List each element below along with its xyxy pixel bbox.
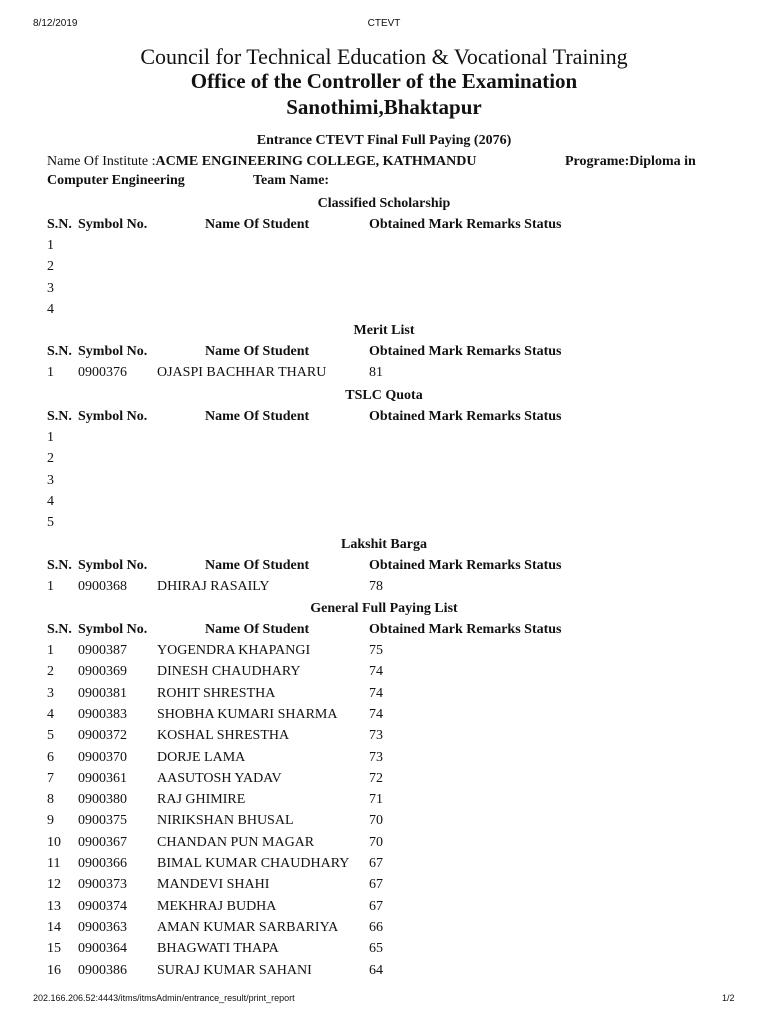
cell-sn: 15 — [47, 941, 61, 957]
table-row — [0, 899, 768, 920]
cell-student-name: BIMAL KUMAR CHAUDHARY — [157, 856, 350, 871]
cell-sn: 10 — [47, 834, 61, 850]
column-header-row — [0, 344, 768, 365]
column-header-marks-remarks-status: Obtained Mark Remarks Status — [369, 344, 562, 359]
cell-sn: 1 — [47, 643, 54, 658]
location-title: Sanothimi,Bhaktapur — [286, 95, 482, 119]
cell-sn: 4 — [47, 706, 54, 722]
column-header-name: Name Of Student — [205, 344, 310, 359]
table-row — [0, 963, 768, 984]
cell-sn: 1 — [47, 238, 54, 253]
cell-sn: 4 — [47, 301, 54, 317]
section-title: TSLC Quota — [345, 388, 423, 403]
institute-label: Name Of Institute : — [47, 154, 156, 169]
cell-obtained-mark: 67 — [369, 898, 383, 914]
table-row — [0, 920, 768, 941]
team-name-label: Team Name: — [253, 173, 330, 188]
cell-obtained-mark: 67 — [369, 856, 383, 871]
column-header-row — [0, 558, 768, 579]
column-header-sn: S.N. — [47, 217, 72, 232]
cell-symbol: 0900373 — [78, 877, 127, 893]
column-header-marks-remarks-status: Obtained Mark Remarks Status — [369, 558, 562, 573]
table-row — [0, 238, 768, 259]
table-row — [0, 813, 768, 834]
cell-symbol: 0900370 — [78, 749, 127, 765]
programe-label: Programe: — [565, 154, 630, 169]
cell-student-name: DORJE LAMA — [157, 749, 246, 765]
section-title: Lakshit Barga — [341, 537, 427, 552]
column-header-symbol: Symbol No. — [78, 409, 148, 424]
cell-sn: 12 — [47, 877, 61, 893]
cell-symbol: 0900369 — [78, 664, 127, 680]
programe-value-cont: Computer Engineering — [47, 173, 185, 188]
cell-symbol: 0900361 — [78, 770, 127, 786]
cell-symbol: 0900363 — [78, 919, 127, 935]
table-row — [0, 792, 768, 813]
cell-symbol: 0900381 — [78, 685, 127, 701]
cell-symbol: 0900364 — [78, 941, 127, 957]
cell-obtained-mark: 70 — [369, 813, 383, 829]
cell-obtained-mark: 71 — [369, 792, 383, 808]
column-header-symbol: Symbol No. — [78, 558, 148, 573]
table-row — [0, 365, 768, 386]
cell-sn: 7 — [47, 770, 54, 786]
table-row — [0, 281, 768, 302]
cell-obtained-mark: 74 — [369, 706, 383, 722]
cell-obtained-mark: 78 — [369, 579, 383, 594]
column-header-sn: S.N. — [47, 558, 72, 573]
column-header-marks-remarks-status: Obtained Mark Remarks Status — [369, 409, 562, 424]
cell-sn: 3 — [47, 472, 54, 488]
table-row — [0, 664, 768, 685]
table-row — [0, 473, 768, 494]
print-footer-url: 202.166.206.52:4443/itms/itmsAdmin/entrance_result/print_report — [33, 993, 295, 1003]
cell-symbol: 0900375 — [78, 813, 127, 829]
table-row — [0, 856, 768, 877]
institute-name: ACME ENGINEERING COLLEGE, KATHMANDU — [155, 154, 477, 169]
cell-symbol: 0900367 — [78, 834, 127, 850]
cell-student-name: SURAJ KUMAR SAHANI — [157, 962, 312, 978]
cell-student-name: CHANDAN PUN MAGAR — [157, 834, 315, 850]
column-header-sn: S.N. — [47, 409, 72, 424]
cell-symbol: 0900386 — [78, 962, 127, 978]
table-row — [0, 877, 768, 898]
cell-symbol: 0900374 — [78, 898, 127, 914]
cell-symbol: 0900387 — [78, 643, 127, 658]
cell-student-name: AASUTOSH YADAV — [157, 770, 282, 786]
cell-student-name: DHIRAJ RASAILY — [157, 579, 270, 594]
cell-obtained-mark: 73 — [369, 728, 383, 744]
column-header-name: Name Of Student — [205, 622, 310, 637]
table-row — [0, 579, 768, 600]
cell-sn: 3 — [47, 685, 54, 701]
table-row — [0, 941, 768, 962]
cell-sn: 1 — [47, 579, 54, 594]
cell-student-name: NIRIKSHAN BHUSAL — [157, 813, 294, 829]
table-row — [0, 686, 768, 707]
table-row — [0, 835, 768, 856]
office-title: Office of the Controller of the Examination — [190, 69, 578, 93]
cell-sn: 13 — [47, 898, 61, 914]
print-date: 8/12/2019 — [33, 18, 78, 29]
cell-symbol: 0900366 — [78, 856, 127, 871]
cell-sn: 9 — [47, 813, 54, 829]
cell-sn: 2 — [47, 259, 54, 275]
cell-student-name: MEKHRAJ BUDHA — [157, 898, 277, 914]
cell-obtained-mark: 64 — [369, 962, 383, 978]
column-header-symbol: Symbol No. — [78, 217, 148, 232]
cell-symbol: 0900372 — [78, 728, 127, 744]
cell-obtained-mark: 74 — [369, 685, 383, 701]
column-header-name: Name Of Student — [205, 558, 310, 573]
cell-obtained-mark: 65 — [369, 941, 383, 957]
column-header-symbol: Symbol No. — [78, 344, 148, 359]
council-title: Council for Technical Education & Vocational Training — [140, 44, 628, 69]
column-header-row — [0, 217, 768, 238]
cell-symbol: 0900368 — [78, 579, 127, 594]
cell-student-name: KOSHAL SHRESTHA — [157, 728, 290, 744]
print-header-title: CTEVT — [367, 18, 401, 29]
cell-sn: 1 — [47, 365, 54, 380]
cell-symbol: 0900376 — [78, 365, 127, 380]
cell-symbol: 0900383 — [78, 706, 127, 722]
table-row — [0, 750, 768, 771]
table-row — [0, 515, 768, 536]
programe-value: Diploma in — [629, 154, 696, 169]
cell-student-name: RAJ GHIMIRE — [157, 792, 246, 808]
cell-student-name: MANDEVI SHAHI — [157, 877, 270, 893]
section-title: Merit List — [353, 323, 415, 338]
cell-student-name: SHOBHA KUMARI SHARMA — [157, 706, 338, 722]
programe-line — [565, 154, 696, 170]
cell-student-name: OJASPI BACHHAR THARU — [157, 365, 327, 380]
cell-student-name: AMAN KUMAR SARBARIYA — [157, 919, 339, 935]
cell-obtained-mark: 73 — [369, 749, 383, 765]
column-header-row — [0, 622, 768, 643]
cell-sn: 3 — [47, 280, 54, 296]
table-row — [0, 494, 768, 515]
cell-sn: 2 — [47, 451, 54, 467]
cell-student-name: ROHIT SHRESTHA — [157, 685, 276, 701]
table-row — [0, 643, 768, 664]
cell-obtained-mark: 72 — [369, 770, 383, 786]
column-header-name: Name Of Student — [205, 217, 310, 232]
table-row — [0, 302, 768, 323]
column-header-row — [0, 409, 768, 430]
cell-student-name: BHAGWATI THAPA — [157, 941, 279, 957]
table-row — [0, 728, 768, 749]
column-header-marks-remarks-status: Obtained Mark Remarks Status — [369, 622, 562, 637]
cell-obtained-mark: 67 — [369, 877, 383, 893]
cell-obtained-mark: 66 — [369, 919, 383, 935]
cell-student-name: DINESH CHAUDHARY — [157, 664, 301, 680]
cell-obtained-mark: 70 — [369, 834, 383, 850]
cell-sn: 1 — [47, 430, 54, 445]
cell-obtained-mark: 75 — [369, 643, 383, 658]
institute-line — [47, 154, 476, 170]
cell-sn: 2 — [47, 664, 54, 680]
column-header-symbol: Symbol No. — [78, 622, 148, 637]
cell-sn: 5 — [47, 515, 54, 531]
cell-sn: 8 — [47, 792, 54, 808]
cell-sn: 5 — [47, 728, 54, 744]
table-row — [0, 771, 768, 792]
cell-sn: 11 — [47, 856, 61, 871]
cell-obtained-mark: 81 — [369, 365, 383, 380]
section-title: General Full Paying List — [310, 601, 458, 616]
report-subtitle: Entrance CTEVT Final Full Paying (2076) — [256, 133, 512, 148]
section-title: Classified Scholarship — [317, 196, 451, 211]
table-row — [0, 430, 768, 451]
table-row — [0, 259, 768, 280]
table-row — [0, 451, 768, 472]
cell-sn: 6 — [47, 749, 54, 765]
column-header-marks-remarks-status: Obtained Mark Remarks Status — [369, 217, 562, 232]
cell-obtained-mark: 74 — [369, 664, 383, 680]
cell-sn: 4 — [47, 493, 54, 509]
print-page-number: 1/2 — [722, 993, 735, 1003]
column-header-name: Name Of Student — [205, 409, 310, 424]
column-header-sn: S.N. — [47, 622, 72, 637]
cell-student-name: YOGENDRA KHAPANGI — [157, 643, 311, 658]
column-header-sn: S.N. — [47, 344, 72, 359]
cell-sn: 14 — [47, 919, 61, 935]
cell-symbol: 0900380 — [78, 792, 127, 808]
table-row — [0, 707, 768, 728]
cell-sn: 16 — [47, 962, 61, 978]
